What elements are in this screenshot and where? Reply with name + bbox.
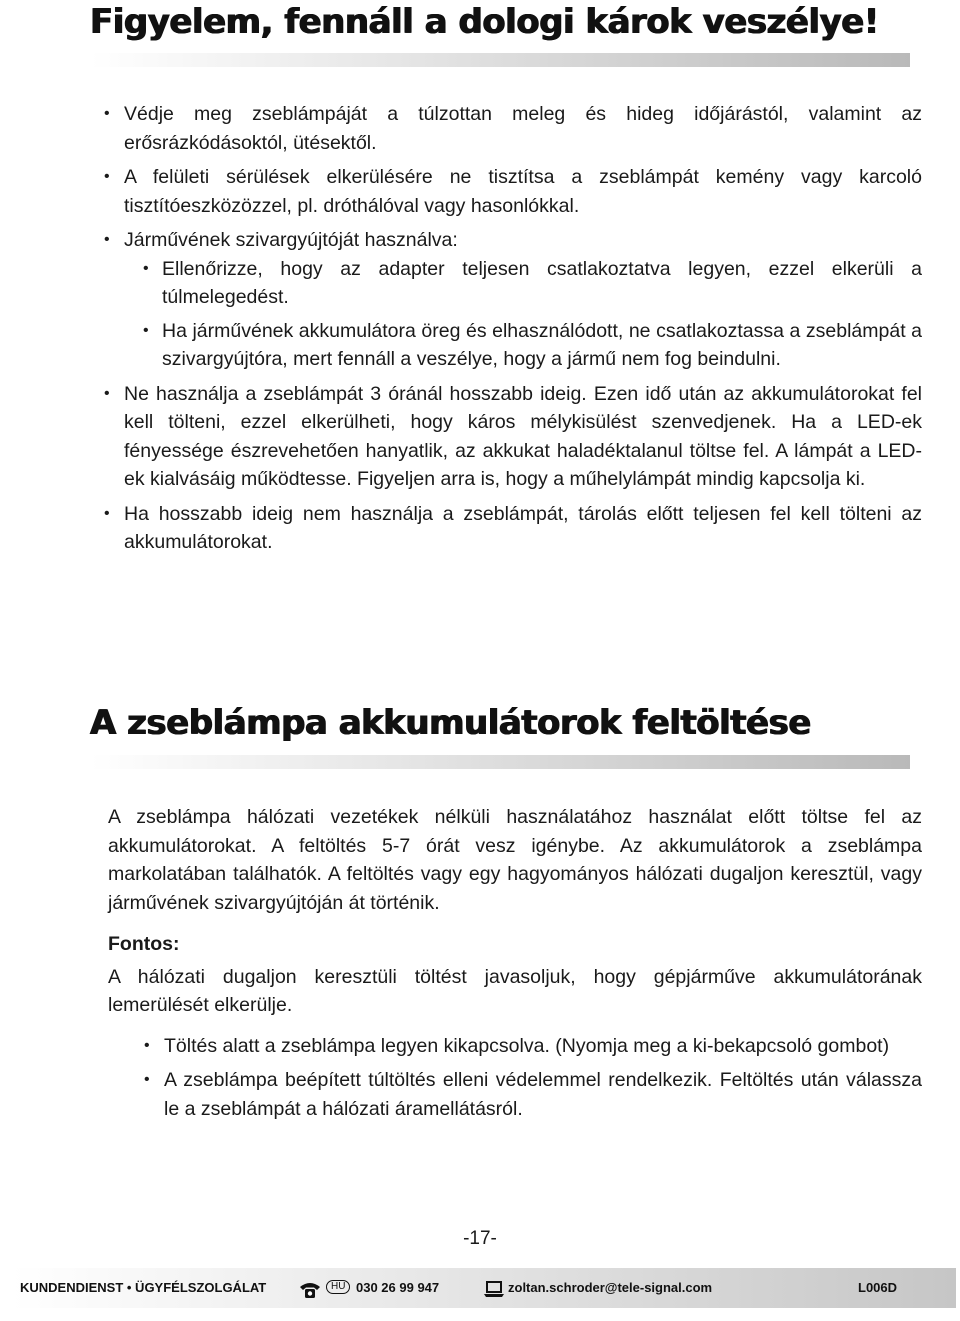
charging-list <box>164 1032 922 1124</box>
note-label: Fontos: <box>108 933 180 955</box>
heading-rule <box>90 53 910 67</box>
list-item: • A felületi sérülések elkerülésére ne tisztítsa a zseblámpát kemény vagy karcoló tisztítóeszközözzel, pl. dróthálóval vagy hasonlókkal. <box>124 163 922 220</box>
footer-email: zoltan.schroder@tele-signal.com <box>508 1280 713 1295</box>
footer-service-label: KUNDENDIENST • ÜGYFÉLSZOLGÁLAT <box>20 1280 267 1295</box>
footer-bar <box>12 1268 956 1308</box>
property-damage-section <box>124 100 922 563</box>
section-heading-property-damage: Figyelem, fennáll a dologi károk veszélye! <box>90 2 879 42</box>
footer-code: L006D <box>858 1280 898 1295</box>
list-item-text: Járművének szivargyújtóját használva: <box>124 229 458 251</box>
page-number: -17- <box>463 1228 497 1249</box>
list-item: • Ha hosszabb ideig nem használja a zseblámpát, tárolás előtt teljesen fel kell tölteni az akkumulátorokat. <box>124 500 922 557</box>
heading-rule <box>90 755 910 769</box>
sub-list-item: • Ellenőrizze, hogy az adapter teljesen csatlakoztatva legyen, ezzel elkerüli a túlmelegedést. <box>162 255 922 312</box>
list-item: • A zseblámpa beépített túltöltés elleni védelemmel rendelkezik. Feltöltés után válassza le a zseblámpát a hálózati áramellátásról. <box>164 1066 922 1123</box>
warning-list <box>124 100 922 557</box>
list-item-cigarette-lighter <box>124 226 922 374</box>
sub-list-item: • Ha járművének akkumulátora öreg és elhasználódott, ne csatlakoztassa a zseblámpát a szivargyújtóra, mert fennáll a veszélye, hogy a jármű nem fog beindulni. <box>162 317 922 374</box>
telephone-icon <box>298 1280 322 1303</box>
note-paragraph: A hálózati dugaljon keresztüli töltést javasoljuk, hogy gépjárműve akkumulátorának lemerülését elkerülje. <box>108 965 922 1016</box>
country-badge: HU <box>326 1280 350 1294</box>
intro-paragraph: A zseblámpa hálózati vezetékek nélküli használatához használat előtt töltse fel az akkumulátorokat. A feltöltés 5-7 órát vesz igénybe. Az akkumulátorok a zseblámpa markolatában találhatók. A feltöltés vagy egy hagyományos hálózati dugaljon keresztül, vagy járművének szivargyújtóján át történik. <box>108 806 922 914</box>
list-item: • Ne használja a zseblámpát 3 óránál hosszabb ideig. Ezen idő után az akkumulátorokat fel kell tölteni, ezzel elkerülheti, hogy káros mélykisülést szenvedjenek. Ha a LED-ek fényessége észrevehetően hanyatlik, az akkukat haladéktalanul töltse fel. A lámpát a LED-ek kialvásáig működtesse. Figyeljen arra is, hogy a műhelylámpát mindig kapcsolja ki. <box>124 380 922 494</box>
footer-phone: 030 26 99 947 <box>356 1280 440 1295</box>
list-item: • Védje meg zseblámpáját a túlzottan meleg és hideg időjárástól, valamint az erősrázkódásoktól, ütésektől. <box>124 100 922 157</box>
charging-section <box>108 803 922 1129</box>
laptop-icon <box>484 1280 504 1301</box>
section-heading-charging: A zseblámpa akkumulátorok feltöltése <box>90 703 811 743</box>
sub-list <box>162 255 922 374</box>
list-item: • Töltés alatt a zseblámpa legyen kikapcsolva. (Nyomja meg a ki-bekapcsoló gombot) <box>164 1032 922 1061</box>
